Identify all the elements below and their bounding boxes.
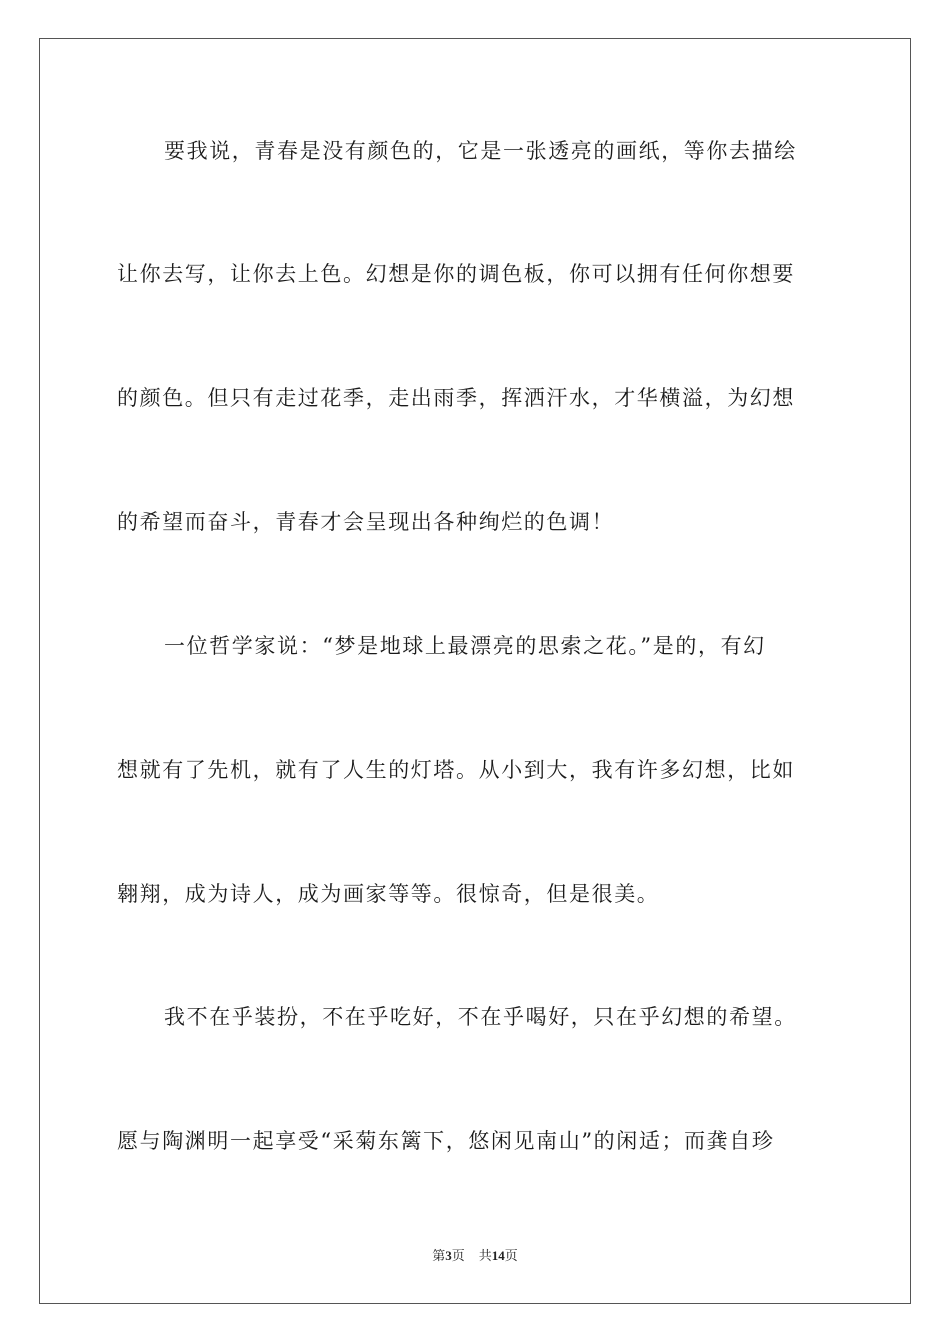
total-pages: 14	[491, 1248, 505, 1263]
page-border	[39, 38, 911, 1304]
total-prefix: 共	[478, 1248, 492, 1263]
paragraph-3-line-1: 我不在乎装扮，不在乎吃好，不在乎喝好，只在乎幻想的希望。	[164, 1005, 797, 1029]
paragraph-1-line-1: 要我说，青春是没有颜色的，它是一张透亮的画纸，等你去描绘	[164, 139, 797, 163]
paragraph-1-line-3: 的颜色。但只有走过花季，走出雨季，挥洒汗水，才华横溢，为幻想	[117, 386, 795, 410]
paragraph-2-line-3: 翱翔，成为诗人，成为画家等等。很惊奇，但是很美。	[117, 882, 660, 906]
page-number: 3	[445, 1248, 452, 1263]
page-footer	[0, 1247, 950, 1265]
paragraph-2-line-1: 一位哲学家说：“梦是地球上最漂亮的思索之花。”是的，有幻	[164, 634, 766, 658]
page-suffix: 页	[451, 1248, 465, 1263]
paragraph-1-line-4: 的希望而奋斗，青春才会呈现出各种绚烂的色调！	[117, 510, 615, 534]
paragraph-2-line-2: 想就有了先机，就有了人生的灯塔。从小到大，我有许多幻想，比如	[117, 758, 795, 782]
total-suffix: 页	[504, 1248, 518, 1263]
page-prefix: 第	[432, 1248, 446, 1263]
paragraph-1-line-2: 让你去写，让你去上色。幻想是你的调色板，你可以拥有任何你想要	[117, 262, 795, 286]
paragraph-3-line-2: 愿与陶渊明一起享受“采菊东篱下，悠闲见南山”的闲适；而龚自珍	[117, 1129, 775, 1153]
